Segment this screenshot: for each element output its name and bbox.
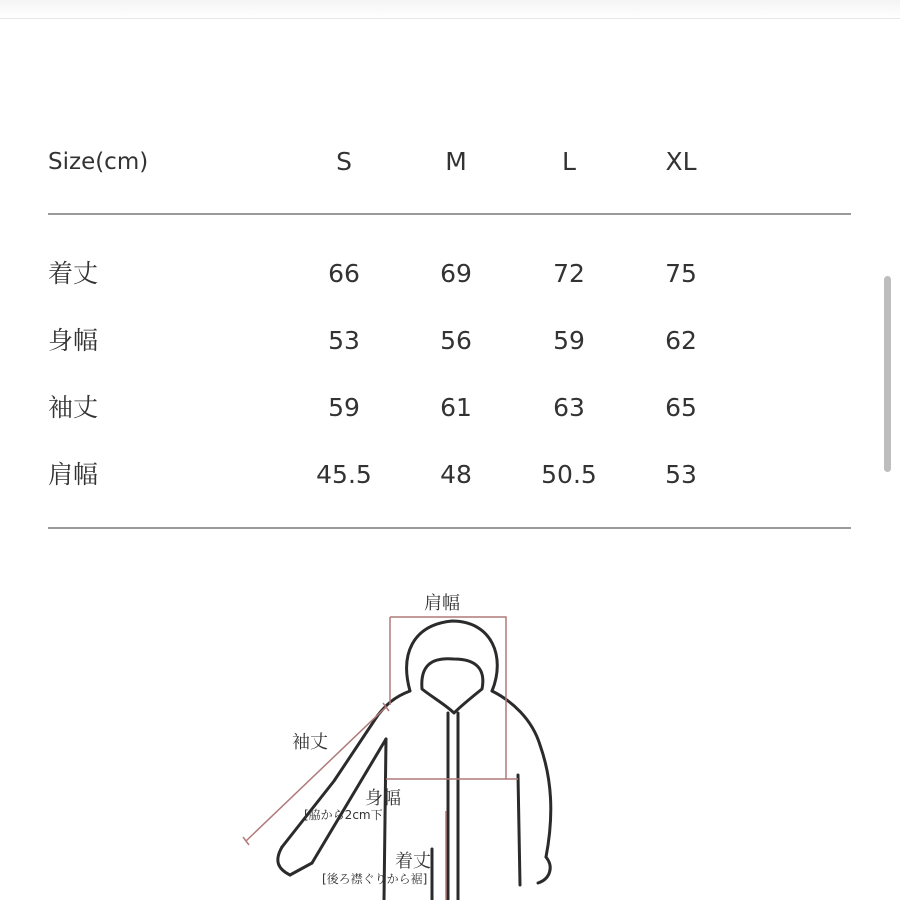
table-row — [48, 254, 851, 294]
table-cell: 45.5 — [316, 460, 372, 489]
sleeve-length-label: 袖丈 — [292, 732, 328, 753]
hoodie-measurement-diagram — [236, 585, 616, 900]
table-cell: 59 — [328, 393, 360, 422]
table-cell: 61 — [440, 393, 472, 422]
size-header-xl: XL — [665, 147, 697, 176]
table-cell: 62 — [665, 326, 697, 355]
size-header-l: L — [562, 147, 576, 176]
size-header-m: M — [445, 147, 467, 176]
row-label-length: 着丈 — [48, 259, 99, 288]
row-label-chest: 身幅 — [48, 326, 99, 355]
header-divider — [48, 213, 851, 215]
chest-width-label: 身幅 — [365, 788, 401, 809]
table-cell: 69 — [440, 259, 472, 288]
scrollbar-thumb[interactable] — [884, 276, 891, 472]
top-bar-shadow — [0, 0, 900, 19]
row-label-shoulder: 肩幅 — [48, 460, 99, 489]
table-cell: 65 — [665, 393, 697, 422]
size-header-s: S — [336, 147, 352, 176]
body-length-note: [後ろ襟ぐりから裾] — [322, 872, 428, 886]
table-row — [48, 321, 851, 361]
table-cell: 75 — [665, 259, 697, 288]
chest-width-note: [脇から2cm下] — [304, 808, 388, 822]
table-row — [48, 388, 851, 428]
row-label-sleeve: 袖丈 — [48, 393, 99, 422]
shoulder-width-label: 肩幅 — [424, 593, 460, 614]
table-bottom-divider — [48, 527, 851, 529]
table-cell: 53 — [665, 460, 697, 489]
table-cell: 59 — [553, 326, 585, 355]
table-cell: 53 — [328, 326, 360, 355]
table-cell: 63 — [553, 393, 585, 422]
table-header-row — [48, 142, 851, 182]
body-length-label: 着丈 — [395, 851, 431, 872]
table-cell: 50.5 — [541, 460, 597, 489]
size-unit-header: Size(cm) — [48, 149, 149, 175]
table-cell: 48 — [440, 460, 472, 489]
table-cell: 56 — [440, 326, 472, 355]
table-cell: 66 — [328, 259, 360, 288]
table-cell: 72 — [553, 259, 585, 288]
table-row — [48, 455, 851, 495]
